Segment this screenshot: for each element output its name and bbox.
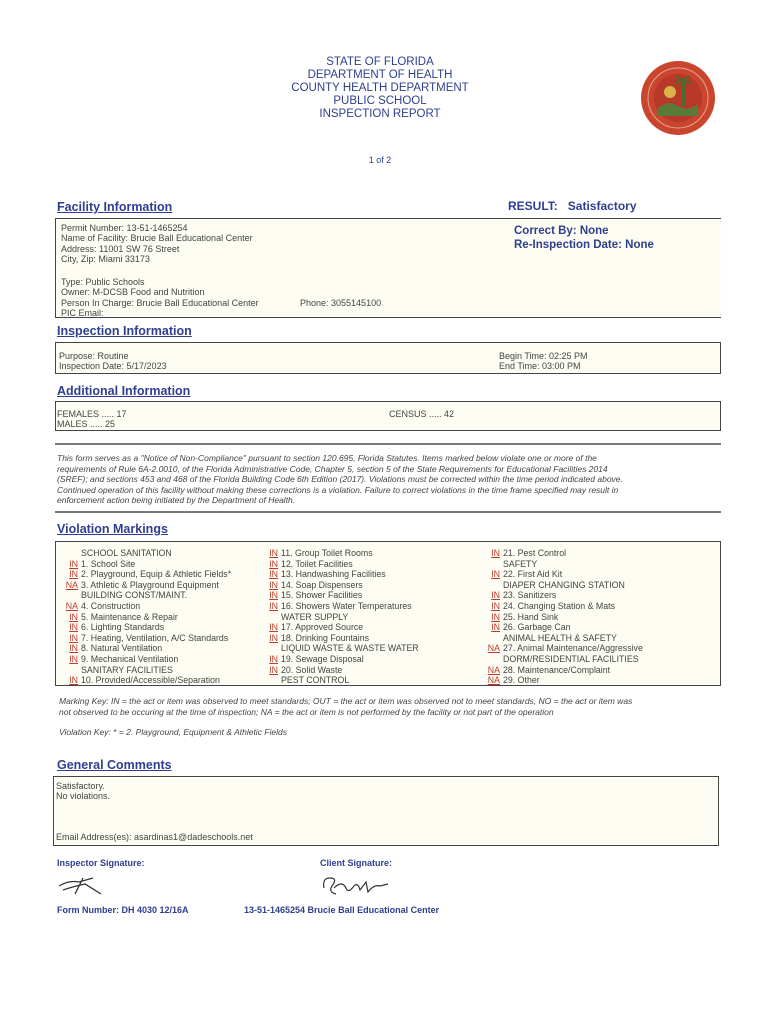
mark: IN <box>69 558 78 569</box>
mark: NA <box>65 600 78 611</box>
item-label: 13. Handwashing Facilities <box>281 569 386 580</box>
facility-owner: Owner: M-DCSB Food and Nutrition <box>61 287 205 298</box>
result-value: Satisfactory <box>567 199 637 213</box>
list-item <box>262 601 419 612</box>
violation-column-3 <box>484 548 643 686</box>
header-line-3: COUNTY HEALTH DEPARTMENT <box>291 82 469 94</box>
list-item <box>262 675 419 686</box>
violation-key: Violation Key: * = 2. Playground, Equipment & Athletic Fields <box>59 727 287 737</box>
list-item <box>484 590 643 601</box>
header-line-1: STATE OF FLORIDA <box>326 56 434 68</box>
item-label: 25. Hand Sink <box>503 611 559 622</box>
item-label: 29. Other <box>503 675 540 686</box>
email-addresses: Email Address(es): asardinas1@dadeschools.net <box>56 832 253 842</box>
item-label: BUILDING CONST/MAINT. <box>81 590 188 601</box>
item-label: 15. Shower Facilities <box>281 590 363 601</box>
item-label: 26. Garbage Can <box>503 622 571 633</box>
mark: IN <box>269 569 278 580</box>
facility-type: Type: Public Schools <box>61 277 145 287</box>
state-seal-icon <box>640 60 716 136</box>
mark: NA <box>487 643 500 654</box>
mark: IN <box>269 600 278 611</box>
list-item <box>262 633 419 644</box>
footer-facility: 13-51-1465254 Brucie Ball Educational Center <box>244 905 440 915</box>
item-label: WATER SUPPLY <box>281 611 349 622</box>
facility-city-zip: City, Zip: Miami 33173 <box>61 254 150 265</box>
census-count: CENSUS ..... 42 <box>389 409 455 419</box>
notice-line: (SREF); and sections 453 and 468 of the Florida Building Code 6th Edition (2017). Violations must be corrected within the time period indicated above. <box>57 474 623 485</box>
facility-info-title: Facility Information <box>57 200 173 214</box>
client-signature-label: Client Signature: <box>320 858 393 868</box>
list-item <box>62 580 231 591</box>
facility-name: Name of Facility: Brucie Ball Educational Center <box>61 233 253 244</box>
item-label: 11. Group Toilet Rooms <box>281 548 373 558</box>
mark: IN <box>269 664 278 675</box>
list-item <box>484 569 643 580</box>
header-line-5: INSPECTION REPORT <box>319 108 441 120</box>
item-label: 4. Construction <box>81 600 141 611</box>
report-header <box>230 56 530 121</box>
mark: IN <box>69 622 78 633</box>
divider <box>55 511 721 513</box>
facility-phone: Phone: 3055145100 <box>300 298 382 308</box>
mark: IN <box>491 600 500 611</box>
page-number: 1 of 2 <box>368 155 392 165</box>
notice-line: requirements of Rule 6A-2.0010, of the Florida Administrative Code, Chapter 5, section 5 of the State Requirements for Educational Facilities 2014 <box>57 463 608 474</box>
list-item <box>262 590 419 601</box>
mark: IN <box>491 569 500 580</box>
item-label: 17. Approved Source <box>281 622 364 633</box>
list-item <box>62 633 231 644</box>
item-label: 7. Heating, Ventilation, A/C Standards <box>81 632 229 643</box>
list-item <box>262 580 419 591</box>
end-time: End Time: 03:00 PM <box>499 361 581 372</box>
result-label: RESULT: <box>508 199 558 213</box>
correct-by: Correct By: None <box>514 225 609 237</box>
item-label: ANIMAL HEALTH & SAFETY <box>503 632 617 643</box>
inspection-right <box>499 351 588 372</box>
females-count: FEMALES ..... 17 <box>57 409 127 419</box>
pic-email: PIC Email: <box>61 308 104 319</box>
list-item <box>62 548 231 559</box>
item-label: DORM/RESIDENTIAL FACILITIES <box>503 653 639 664</box>
item-label: 19. Sewage Disposal <box>281 653 364 664</box>
inspection-purpose: Purpose: Routine <box>59 351 129 361</box>
person-in-charge: Person In Charge: Brucie Ball Educational Center <box>61 297 259 308</box>
item-label: 2. Playground, Equip & Athletic Fields* <box>81 569 232 580</box>
mark: NA <box>65 579 78 590</box>
marking-key-line-1: Marking Key: IN = the act or item was observed to meet standards; OUT = the act or item was observed not to meet standards, NO = the act or item was <box>59 696 633 706</box>
list-item <box>484 675 643 686</box>
facility-owner-details <box>61 277 259 319</box>
item-label: 12. Toilet Facilities <box>281 558 353 569</box>
list-item <box>262 654 419 665</box>
inspection-info-title: Inspection Information <box>57 324 192 338</box>
item-label: SANITARY FACILITIES <box>81 664 173 675</box>
mark: IN <box>269 653 278 664</box>
item-label: 21. Pest Control <box>503 548 567 558</box>
item-label: DIAPER CHANGING STATION <box>503 579 625 590</box>
item-label: 14. Soap Dispensers <box>281 579 363 590</box>
student-counts <box>57 409 127 430</box>
comments-text <box>56 781 110 802</box>
item-label: PEST CONTROL <box>281 675 350 686</box>
item-label: 28. Maintenance/Complaint <box>503 664 611 675</box>
list-item <box>62 590 231 601</box>
item-label: 1. School Site <box>81 558 136 569</box>
list-item <box>62 569 231 580</box>
list-item <box>484 665 643 676</box>
notice-line: Continued operation of this facility without making these corrections is a violation. Failure to correct violations in the time frame specified may result in <box>57 484 619 495</box>
facility-details <box>61 223 253 265</box>
list-item <box>262 612 419 623</box>
item-label: 8. Natural Ventilation <box>81 643 163 654</box>
list-item <box>62 601 231 612</box>
item-label: 18. Drinking Fountains <box>281 632 370 643</box>
notice-line: This form serves as a "Notice of Non-Compliance" pursuant to section 120.695, Florida Statutes. Items marked below violate one or more of the <box>57 453 597 463</box>
list-item <box>62 675 231 686</box>
list-item <box>262 643 419 654</box>
divider <box>55 443 721 445</box>
mark: NA <box>487 675 500 686</box>
mark: IN <box>491 548 500 558</box>
header-line-2: DEPARTMENT OF HEALTH <box>307 69 453 81</box>
list-item <box>262 622 419 633</box>
list-item <box>262 559 419 570</box>
males-count: MALES ..... 25 <box>57 419 116 430</box>
notice-line: enforcement action being initiated by the Department of Health. <box>57 495 296 506</box>
result-line <box>508 199 637 213</box>
marking-key-line-2: not observed to be occuring at the time of inspection; NA = the act or item is not performed by the facility or not part of the operation <box>59 706 554 717</box>
additional-info-title: Additional Information <box>57 384 191 398</box>
list-item <box>484 622 643 633</box>
violation-markings-title: Violation Markings <box>57 522 168 536</box>
mark: IN <box>269 590 278 601</box>
mark: IN <box>69 653 78 664</box>
list-item <box>62 612 231 623</box>
item-label: 24. Changing Station & Mats <box>503 600 615 611</box>
mark: IN <box>69 632 78 643</box>
item-label: SCHOOL SANITATION <box>81 548 172 558</box>
list-item <box>62 654 231 665</box>
list-item <box>262 665 419 676</box>
item-label: 3. Athletic & Playground Equipment <box>81 579 219 590</box>
result-details <box>514 224 654 252</box>
list-item <box>484 633 643 644</box>
list-item <box>62 559 231 570</box>
header-line-4: PUBLIC SCHOOL <box>333 95 427 107</box>
list-item <box>484 654 643 665</box>
reinspection-date: Re-Inspection Date: None <box>514 239 654 251</box>
mark: IN <box>491 611 500 622</box>
mark: IN <box>491 622 500 633</box>
list-item <box>484 580 643 591</box>
mark: NA <box>487 664 500 675</box>
list-item <box>62 622 231 633</box>
inspection-left <box>59 351 167 372</box>
marking-key <box>59 696 749 717</box>
mark: IN <box>491 590 500 601</box>
violation-column-1 <box>62 548 231 686</box>
comment-line-2: No violations. <box>56 791 111 802</box>
mark: IN <box>69 569 78 580</box>
list-item <box>262 548 419 559</box>
permit-number: Permit Number: 13-51-1465254 <box>61 223 188 233</box>
mark: IN <box>269 558 278 569</box>
item-label: 27. Animal Maintenance/Aggressive <box>503 643 643 654</box>
violation-column-2 <box>262 548 419 686</box>
item-label: 20. Solid Waste <box>281 664 343 675</box>
item-label: 9. Mechanical Ventilation <box>81 653 179 664</box>
mark: IN <box>69 643 78 654</box>
list-item <box>62 643 231 654</box>
notice-text <box>57 453 737 506</box>
begin-time: Begin Time: 02:25 PM <box>499 351 588 361</box>
list-item <box>484 559 643 570</box>
mark: IN <box>269 548 278 558</box>
list-item <box>484 612 643 623</box>
additional-info-box <box>55 401 721 431</box>
item-label: 5. Maintenance & Repair <box>81 611 178 622</box>
inspector-signature-label: Inspector Signature: <box>57 858 145 868</box>
item-label: 23. Sanitizers <box>503 590 557 601</box>
list-item <box>484 548 643 559</box>
inspection-date: Inspection Date: 5/17/2023 <box>59 361 167 372</box>
mark: IN <box>69 611 78 622</box>
list-item <box>262 569 419 580</box>
item-label: 10. Provided/Accessible/Separation <box>81 675 220 686</box>
item-label: LIQUID WASTE & WASTE WATER <box>281 643 419 654</box>
mark: IN <box>69 675 78 686</box>
mark: IN <box>269 632 278 643</box>
item-label: 22. First Aid Kit <box>503 569 563 580</box>
client-signature <box>318 872 390 900</box>
list-item <box>62 665 231 676</box>
inspector-signature <box>55 872 105 898</box>
item-label: SAFETY <box>503 558 538 569</box>
comment-line-1: Satisfactory. <box>56 781 105 791</box>
general-comments-title: General Comments <box>57 758 172 772</box>
list-item <box>484 643 643 654</box>
mark: IN <box>269 622 278 633</box>
item-label: 6. Lighting Standards <box>81 622 165 633</box>
form-number: Form Number: DH 4030 12/16A <box>57 905 189 915</box>
facility-address: Address: 11001 SW 76 Street <box>61 243 180 254</box>
list-item <box>484 601 643 612</box>
mark: IN <box>269 579 278 590</box>
item-label: 16. Showers Water Temperatures <box>281 600 412 611</box>
